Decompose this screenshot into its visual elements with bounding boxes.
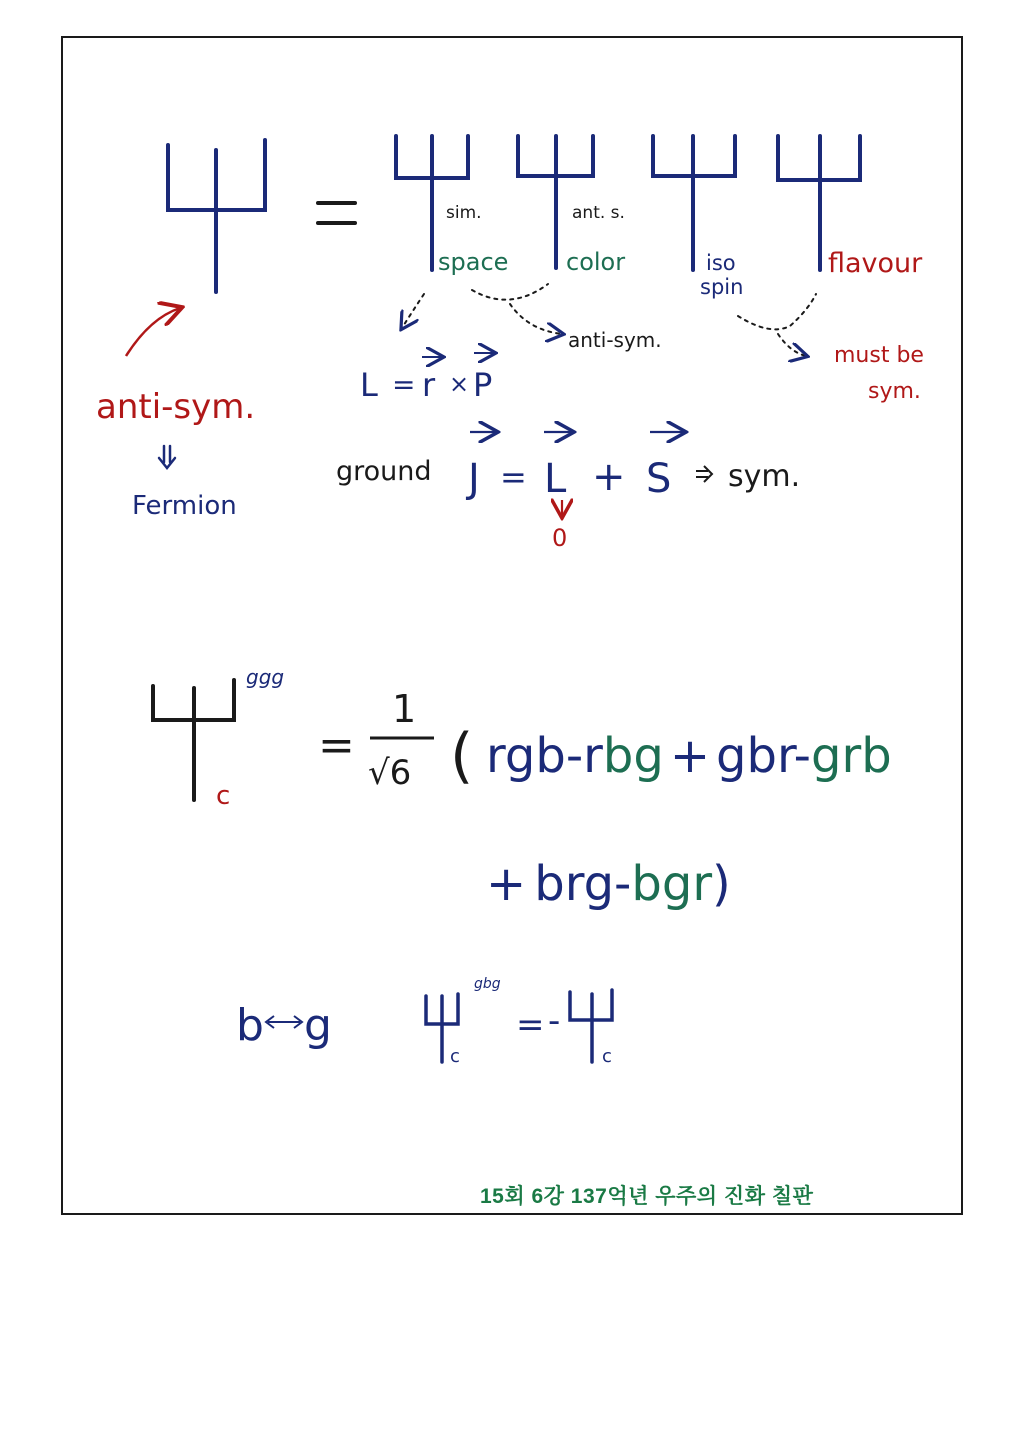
close-paren: ): [712, 856, 731, 912]
dotted-bracket-iso-flavour: [738, 294, 816, 329]
color-eq-numerator: 1: [392, 687, 417, 731]
color-eq-line1: [486, 728, 892, 784]
op-plus-2: +: [486, 856, 527, 912]
color-eq-denominator: √6: [368, 753, 412, 793]
term-bgr: bgr: [631, 856, 713, 912]
psi-negated-subscript: c: [602, 1046, 612, 1067]
j-eq-J: J: [468, 456, 480, 502]
dotted-arrow-space-to-L: [402, 294, 424, 328]
equals-sign: [318, 203, 355, 223]
swap-equals: =: [516, 1005, 545, 1045]
l-eq-P: P: [473, 366, 493, 404]
op-minus-3: -: [614, 856, 632, 912]
double-down-arrow-icon: [159, 446, 175, 468]
op-plus-1: +: [669, 728, 711, 784]
total-angular-momentum-equation: [465, 432, 800, 502]
left-right-arrow-icon: [266, 1016, 302, 1028]
dotted-arrow-to-antisym: [510, 304, 562, 334]
l-eq-equals: =: [392, 368, 416, 401]
term-gbr: gbr: [716, 728, 794, 784]
j-eq-equals: =: [500, 458, 527, 496]
factor-label-flavour: flavour: [828, 248, 923, 279]
factor-label-top-space: sim.: [446, 203, 482, 223]
op-minus-2: -: [793, 728, 811, 784]
color-eq-open-paren: (: [450, 721, 474, 791]
j-eq-S: S: [646, 456, 672, 502]
j-eq-sym: sym.: [728, 459, 801, 494]
psi-total: [168, 140, 265, 292]
op-minus-1: -: [565, 728, 584, 784]
label-sym-right: sym.: [868, 379, 921, 404]
term-brg: brg: [534, 856, 615, 912]
l-eq-times: ×: [449, 370, 470, 398]
j-eq-L: L: [544, 456, 567, 502]
board-caption: 15회 6강 137억년 우주의 진화 칠판: [480, 1185, 814, 1208]
dotted-arrow-to-must-be-sym: [778, 334, 806, 356]
label-anti-sym-left: anti-sym.: [96, 387, 256, 427]
color-eq-equals: =: [318, 720, 355, 771]
psi-swapped-subscript: c: [450, 1046, 460, 1067]
term-rgb: rgb: [486, 728, 566, 784]
swap-right: g: [304, 1000, 332, 1051]
term-r: r: [583, 728, 603, 784]
angular-momentum-equation: [360, 353, 494, 404]
j-eq-plus: +: [592, 454, 626, 500]
l-eq-r: r: [422, 366, 436, 404]
color-eq-line2: [486, 856, 731, 912]
factor-label-space: space: [438, 248, 509, 276]
label-must-be: must be: [834, 343, 924, 368]
double-right-arrow-icon: [696, 466, 712, 482]
curved-arrow-icon: [126, 308, 180, 356]
psi-color-superscript: ggg: [246, 665, 285, 689]
psi-isospin: [653, 136, 735, 270]
swap-left: b: [236, 1000, 264, 1051]
factor-label-iso: iso: [706, 251, 736, 275]
term-rb: rb: [841, 728, 892, 784]
swap-minus: -: [548, 1001, 561, 1041]
label-anti-sym-mid: anti-sym.: [568, 328, 662, 352]
label-fermion: Fermion: [132, 491, 237, 521]
l-eq-L: L: [360, 366, 378, 404]
term-bg: bg: [602, 728, 664, 784]
factor-label-top-color: ant. s.: [572, 203, 625, 223]
label-ground: ground: [336, 456, 432, 487]
psi-swapped-superscript: gbg: [474, 976, 501, 992]
dotted-bracket-space-color: [472, 284, 548, 300]
factor-label-color: color: [566, 248, 626, 276]
term-g: g: [810, 728, 842, 784]
factor-label-spin: spin: [700, 275, 744, 299]
psi-color-subscript: c: [216, 781, 231, 811]
label-zero: 0: [552, 524, 568, 552]
